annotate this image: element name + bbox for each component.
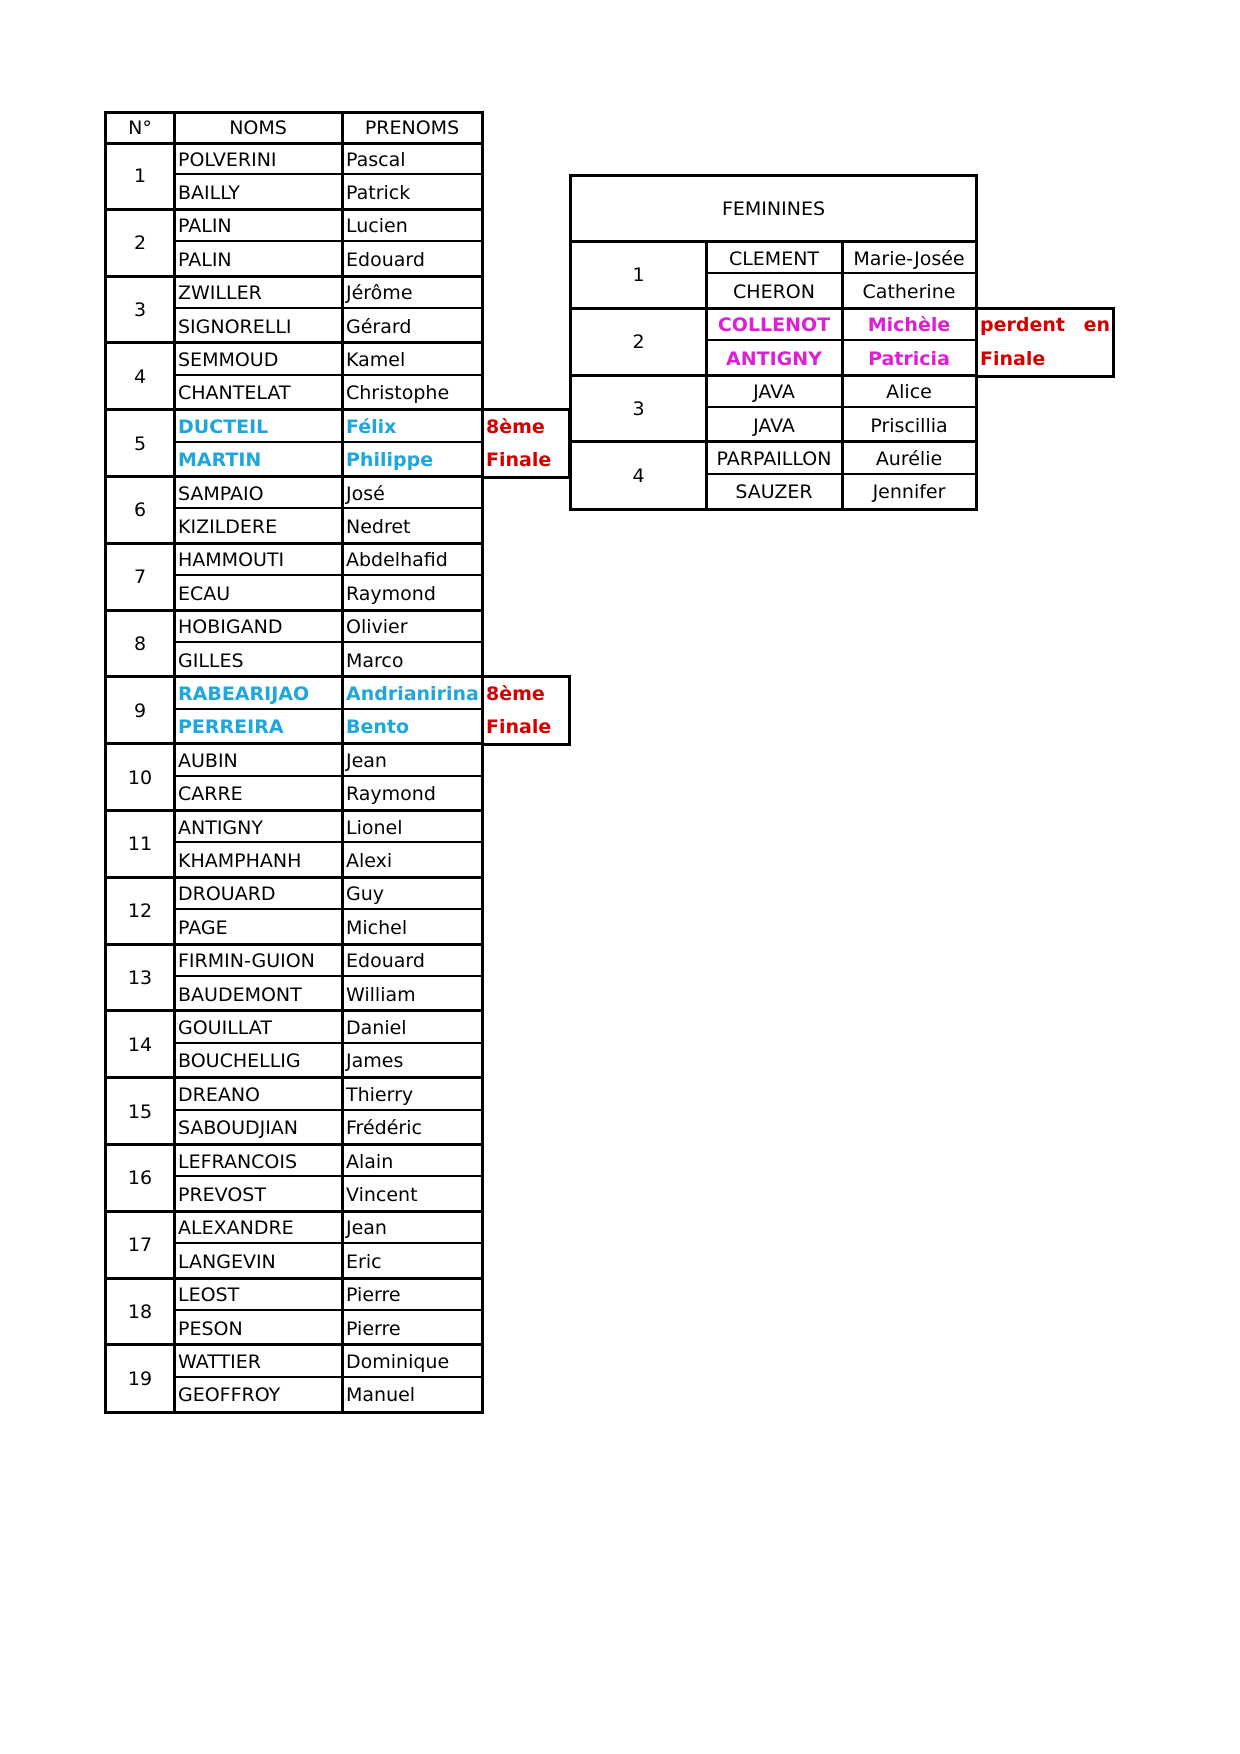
note-word-2: en (1083, 314, 1110, 337)
row-divider (174, 507, 482, 509)
pair-number: 5 (133, 432, 147, 455)
player-nom: RABEARIJAO (178, 683, 310, 706)
female-title: FEMININES (721, 198, 826, 220)
pair-number: 10 (127, 766, 153, 789)
note-word-1: perdent (980, 314, 1065, 337)
player-prenom: Abdelhafid (346, 549, 448, 572)
player-nom: ANTIGNY (726, 347, 822, 370)
row-divider (706, 473, 976, 475)
player-prenom: Jérôme (346, 282, 413, 305)
player-prenom: Marco (346, 649, 404, 672)
row-divider (174, 975, 482, 977)
player-nom: CLEMENT (728, 247, 820, 270)
player-prenom: Nedret (346, 516, 411, 539)
player-prenom: Raymond (346, 582, 436, 605)
header-noms: NOMS (229, 117, 287, 139)
player-nom: WATTIER (178, 1351, 261, 1374)
row-divider (174, 441, 482, 443)
player-nom: JAVA (753, 414, 795, 437)
player-nom: GILLES (178, 649, 244, 672)
pair-number: 4 (133, 365, 147, 388)
pair-number: 2 (133, 232, 147, 255)
player-nom: BOUCHELLIG (178, 1050, 301, 1073)
player-prenom: Pascal (346, 148, 406, 171)
row-divider (174, 1109, 482, 1111)
player-prenom: Jennifer (872, 481, 946, 504)
pair-number: 15 (127, 1100, 153, 1123)
pair-number: 8 (133, 632, 147, 655)
row-divider (706, 406, 976, 408)
player-prenom: Dominique (346, 1351, 450, 1374)
player-prenom: Eric (346, 1250, 382, 1273)
player-nom: PESON (178, 1317, 243, 1340)
row-divider (706, 339, 976, 341)
pair-number: 12 (127, 900, 153, 923)
note-line-2: Finale (486, 449, 552, 472)
player-prenom: Catherine (862, 281, 956, 304)
note-line-1: 8ème (486, 683, 545, 706)
player-nom: SIGNORELLI (178, 315, 292, 338)
pair-number: 16 (127, 1167, 153, 1190)
player-nom: ANTIGNY (178, 816, 263, 839)
row-divider (174, 1042, 482, 1044)
player-prenom: Vincent (346, 1184, 418, 1207)
pair-number: 17 (127, 1234, 153, 1257)
row-divider (174, 374, 482, 376)
player-nom: AUBIN (178, 749, 238, 772)
player-prenom: Lionel (346, 816, 403, 839)
player-nom: LANGEVIN (178, 1250, 276, 1273)
player-nom: GOUILLAT (178, 1017, 272, 1040)
row-divider (174, 1376, 482, 1378)
player-nom: SAMPAIO (178, 482, 264, 505)
player-nom: CARRE (178, 783, 243, 806)
player-prenom: Kamel (346, 349, 406, 372)
player-prenom: Frédéric (346, 1117, 422, 1140)
player-prenom: Jean (346, 1217, 387, 1240)
player-nom: CHERON (733, 281, 815, 304)
player-nom: PAGE (178, 916, 228, 939)
player-prenom: Guy (346, 883, 385, 906)
pair-number: 13 (127, 966, 153, 989)
player-prenom: Christophe (346, 382, 450, 405)
row-divider (174, 574, 482, 576)
player-prenom: Andrianirina (346, 683, 479, 706)
player-nom: HOBIGAND (178, 616, 283, 639)
player-prenom: Patricia (868, 347, 950, 370)
player-prenom: Daniel (346, 1017, 407, 1040)
pair-number: 1 (632, 264, 645, 287)
pair-number: 9 (133, 699, 147, 722)
player-prenom: Michèle (867, 314, 951, 337)
player-nom: HAMMOUTI (178, 549, 285, 572)
pair-number: 3 (632, 397, 645, 420)
player-nom: LEOST (178, 1284, 240, 1307)
player-nom: COLLENOT (717, 314, 831, 337)
player-prenom: Alain (346, 1150, 394, 1173)
player-nom: PALIN (178, 215, 232, 238)
player-nom: DUCTEIL (178, 415, 269, 438)
player-prenom: Thierry (346, 1083, 414, 1106)
player-prenom: Félix (346, 415, 397, 438)
player-prenom: Alexi (346, 850, 393, 873)
player-prenom: Marie-Josée (853, 247, 965, 270)
row-divider (174, 307, 482, 309)
player-prenom: Philippe (346, 449, 434, 472)
header-prenoms: PRENOMS (364, 117, 460, 139)
player-nom: FIRMIN-GUION (178, 950, 315, 973)
pair-number: 1 (133, 165, 147, 188)
player-prenom: Olivier (346, 616, 408, 639)
player-nom: SEMMOUD (178, 349, 279, 372)
row-divider (174, 841, 482, 843)
player-nom: JAVA (753, 381, 795, 404)
player-prenom: Gérard (346, 315, 412, 338)
player-nom: ALEXANDRE (178, 1217, 294, 1240)
note-line-2: Finale (980, 347, 1046, 370)
row-divider (174, 240, 482, 242)
player-prenom: Alice (886, 381, 932, 404)
player-nom: SABOUDJIAN (178, 1117, 299, 1140)
player-nom: DROUARD (178, 883, 276, 906)
player-nom: PREVOST (178, 1184, 266, 1207)
pair-number: 18 (127, 1300, 153, 1323)
player-nom: MARTIN (178, 449, 262, 472)
row-divider (174, 641, 482, 643)
player-prenom: Pierre (346, 1317, 401, 1340)
row-divider (174, 1309, 482, 1311)
player-nom: GEOFFROY (178, 1384, 281, 1407)
note-line-1: 8ème (486, 415, 545, 438)
player-prenom: Manuel (346, 1384, 416, 1407)
row-divider (174, 1242, 482, 1244)
player-prenom: Priscillia (870, 414, 948, 437)
player-nom: PALIN (178, 248, 232, 271)
player-nom: LEFRANCOIS (178, 1150, 298, 1173)
player-prenom: Edouard (346, 248, 425, 271)
player-prenom: Aurélie (875, 448, 943, 471)
player-nom: PERREIRA (178, 716, 284, 739)
player-prenom: William (346, 983, 416, 1006)
player-nom: SAUZER (735, 481, 813, 504)
pair-number: 14 (127, 1033, 153, 1056)
player-nom: POLVERINI (178, 148, 277, 171)
player-nom: KHAMPHANH (178, 850, 302, 873)
pair-number: 19 (127, 1367, 153, 1390)
player-nom: BAUDEMONT (178, 983, 302, 1006)
player-nom: BAILLY (178, 182, 240, 205)
player-nom: ECAU (178, 582, 231, 605)
pair-number: 3 (133, 298, 147, 321)
player-prenom: James (346, 1050, 404, 1073)
row-divider (174, 173, 482, 175)
player-prenom: Lucien (346, 215, 408, 238)
player-prenom: Michel (346, 916, 408, 939)
player-prenom: Bento (346, 716, 410, 739)
row-divider (174, 775, 482, 777)
pair-number: 11 (127, 833, 153, 856)
player-prenom: José (346, 482, 385, 505)
row-divider (174, 708, 482, 710)
player-nom: PARPAILLON (716, 448, 832, 471)
pair-number: 2 (632, 331, 645, 354)
row-divider (706, 272, 976, 274)
row-divider (174, 908, 482, 910)
player-nom: KIZILDERE (178, 516, 278, 539)
player-prenom: Pierre (346, 1284, 401, 1307)
note-line-2: Finale (486, 716, 552, 739)
pair-number: 6 (133, 499, 147, 522)
player-prenom: Raymond (346, 783, 436, 806)
player-nom: CHANTELAT (178, 382, 291, 405)
player-prenom: Edouard (346, 950, 425, 973)
player-prenom: Jean (346, 749, 387, 772)
header-num: N° (128, 117, 152, 139)
pair-number: 7 (133, 566, 147, 589)
player-prenom: Patrick (346, 182, 411, 205)
pair-number: 4 (632, 464, 645, 487)
row-divider (174, 1175, 482, 1177)
player-nom: ZWILLER (178, 282, 262, 305)
player-nom: DREANO (178, 1083, 261, 1106)
